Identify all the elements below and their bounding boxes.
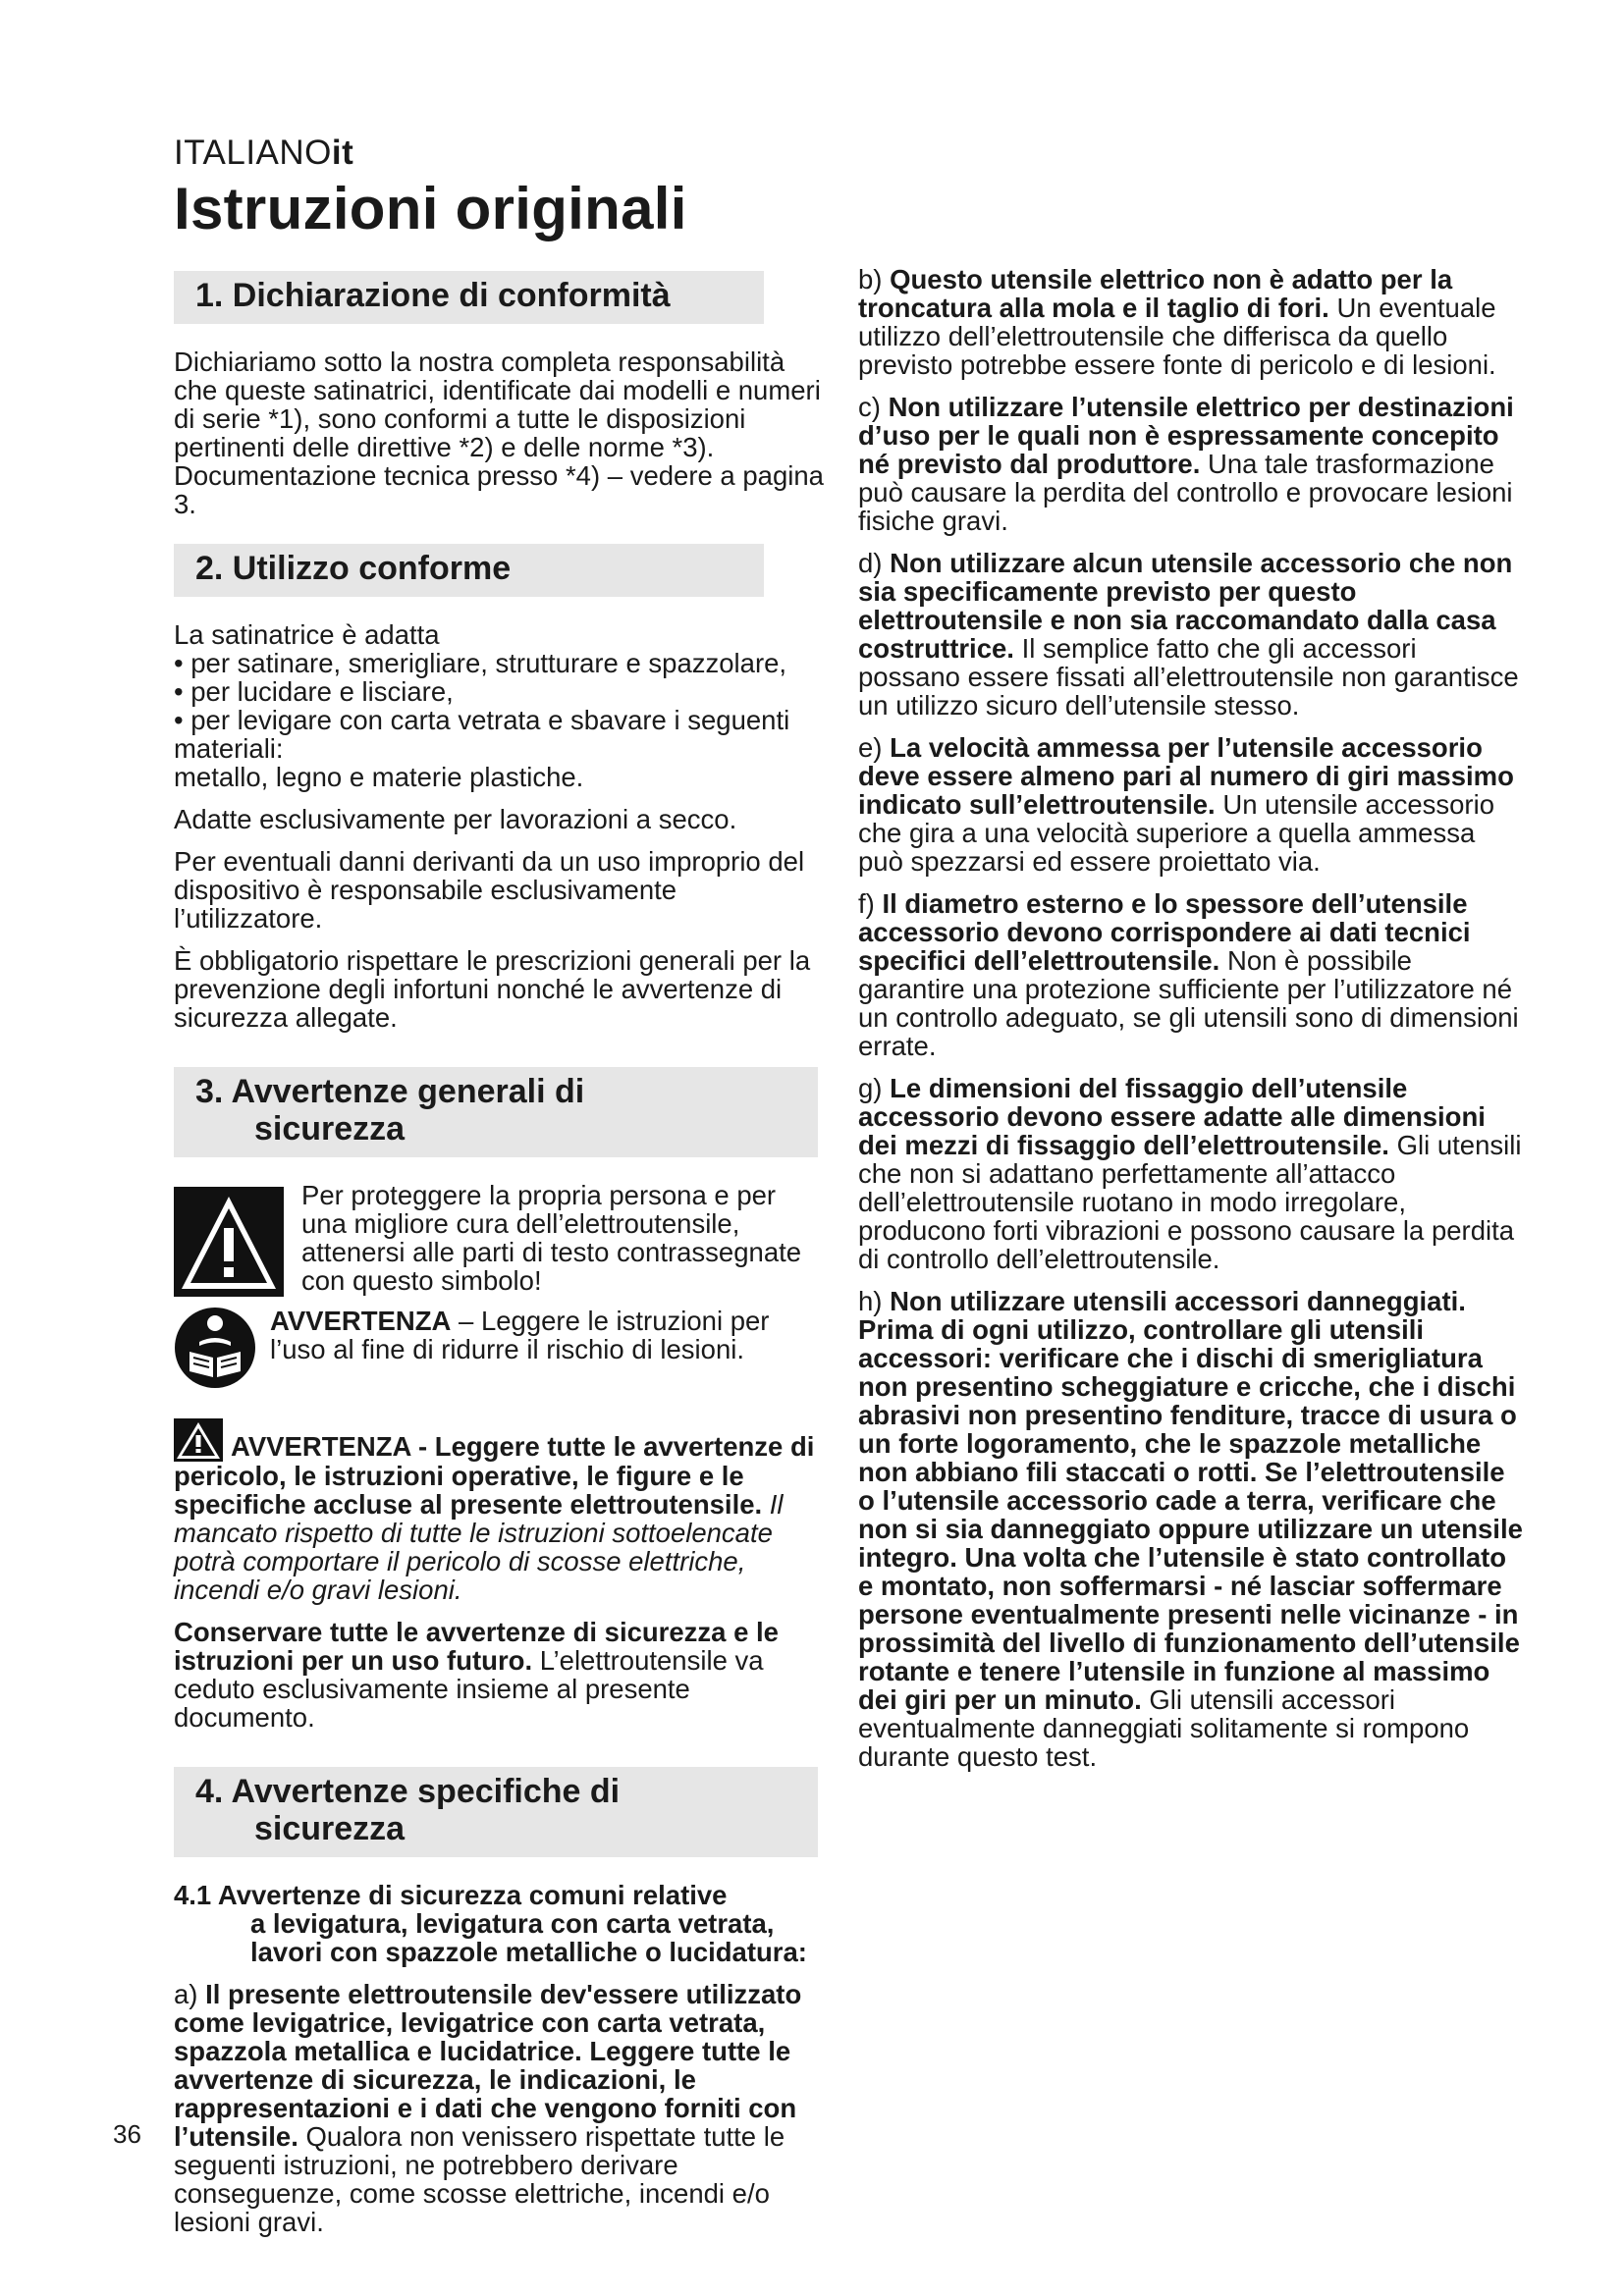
dry-use-text: Adatte esclusivamente per lavorazioni a secco. (174, 804, 737, 834)
page-number: 36 (113, 2119, 141, 2149)
symbol-note (174, 1181, 827, 1295)
instruction-e: e) La velocità ammessa per l’utensile accessorio deve essere almeno pari al numero di giri massimo indicato sull’elettroutensile. Un utensile accessorio che gira a una velocità superiore a quella ammessa può spezzarsi ed essere proiettato via. (858, 732, 1514, 877)
read-manual-note (174, 1307, 827, 1393)
symbol-note-text: Per proteggere la propria persona e per una migliore cura dell’elettroutensile, attenersi alle parti di testo contrassegnate con questo simbolo! (301, 1180, 802, 1296)
keep-instructions: Conservare tutte le avvertenze di sicurezza e le istruzioni per un uso futuro. L’elettroutensile va ceduto esclusivamente insieme al presente documento. (174, 1617, 779, 1733)
conformity-text: Dichiariamo sotto la nostra completa responsabilità che queste satinatrici, identificate dai modelli e numeri di serie *1), sono conformi a tutte le disposizioni pertinenti delle direttive *2) e delle norme *3). Documentazione tecnica presso *4) – vedere a pagina 3. (174, 347, 824, 519)
intended-use-bullet: • per levigare con carta vetrata e sbavare i seguenti materiali: (174, 705, 790, 764)
page-title: Istruzioni originali (174, 176, 687, 241)
instruction-f: f) Il diametro esterno e lo spessore dell’utensile accessorio devono corrispondere ai dati tecnici specifici dell’elettroutensile. Non è possibile garantire una protezione sufficiente per l’utilizzatore né un controllo adeguato, se gli utensili sono di dimensioni errate. (858, 888, 1519, 1061)
subsection-heading-4-1: 4.1 Avvertenze di sicurezza comuni relative a levigatura, levigatura con carta vetrata, lavori con spazzole metalliche o lucidatura: (174, 1880, 807, 1967)
section-heading-4: 4. Avvertenze specifiche di sicurezza (174, 1767, 818, 1857)
section-heading-2: 2. Utilizzo conforme (174, 544, 764, 597)
section-heading-3: 3. Avvertenze generali di sicurezza (174, 1067, 818, 1157)
intended-use-list (174, 620, 827, 791)
language-code: it (331, 133, 354, 172)
read-manual-icon (174, 1307, 256, 1394)
misuse-text: Per eventuali danni derivanti da un uso improprio del dispositivo è responsabile esclusivamente l’utilizzatore. (174, 846, 805, 934)
instruction-b: b) Questo utensile elettrico non è adatto per la troncatura alla mola e il taglio di fori. Un eventuale utilizzo dell’elettroutensile che differisca da quello previsto potrebbe essere fonte di pericolo e di lesioni. (858, 264, 1496, 380)
instruction-a: a) Il presente elettroutensile dev'essere utilizzato come levigatrice, levigatrice con carta vetrata, spazzola metallica e lucidatrice. Leggere tutte le avvertenze di sicurezza, le indicazioni, le rappresentazioni e i dati che vengono forniti con l’utensile. Qualora non venissero rispettate tutte le seguenti istruzioni, ne potrebbero derivare conseguenze, come scosse elettriche, incendi e/o lesioni gravi. (174, 1979, 802, 2237)
section-heading-1: 1. Dichiarazione di conformità (174, 271, 764, 324)
read-manual-label: AVVERTENZA (270, 1306, 452, 1336)
intended-use-bullet: • per lucidare e lisciare, (174, 676, 454, 707)
instruction-h: h) Non utilizzare utensili accessori danneggiati. Prima di ogni utilizzo, controllare gli utensili accessori: verificare che i dischi di smerigliatura non presentino scheggiature e cricche, che i dischi abrasivi non presentino fenditure, tracce di usura o un forte logoramento, che le spazzole metalliche non abbiano fili staccati o rotti. Se l’elettroutensile o l’utensile accessorio cade a terra, verificare che non si sia danneggiato oppure utilizzare un utensile integro. Una volta che l’utensile è stato controllato e montato, non soffermarsi - né lasciar soffermare persone eventualmente presenti nelle vicinanze - in prossimità del livello di funzionamento dell’utensile rotante e tenere l’utensile in funzione al massimo dei giri per un minuto. Gli utensili accessori eventualmente danneggiati solitamente si rompono durante questo test. (858, 1286, 1523, 1772)
left-column (174, 271, 827, 2250)
instruction-g: g) Le dimensioni del fissaggio dell’utensile accessorio devono essere adatte alle dimensioni dei mezzi di fissaggio dell’elettroutensile. Gli utensili che non si adattano perfettamente all’attacco dell’elettroutensile ruotano in modo irregolare, producono forti vibrazioni e possono causare la perdita di controllo dell’elettroutensile. (858, 1073, 1522, 1274)
rules-text: È obbligatorio rispettare le prescrizioni generali per la prevenzione degli infortuni nonché le avvertenze di sicurezza allegate. (174, 945, 811, 1033)
read-manual-text: – Leggere le istruzioni per l’uso al fine di ridurre il rischio di lesioni. (270, 1306, 770, 1364)
right-column (858, 265, 1526, 1785)
intended-use-bullet: • per satinare, smerigliare, strutturare e spazzolare, (174, 648, 787, 678)
intended-use-materials: metallo, legno e materie plastiche. (174, 762, 584, 792)
instruction-d: d) Non utilizzare alcun utensile accessorio che non sia specificamente previsto per questo elettroutensile e non sia raccomandato dalla casa costruttrice. Il semplice fatto che gli accessori possano essere fissati all’elettroutensile non garantisce un utilizzo sicuro dell’utensile stesso. (858, 548, 1519, 721)
language-label: ITALIANOit (174, 133, 354, 172)
warning-triangle-icon (174, 1418, 223, 1462)
warning-triangle-icon (174, 1187, 284, 1297)
general-warning: AVVERTENZA - Leggere tutte le avvertenze di pericolo, le istruzioni operative, le figure e le specifiche accluse al presente elettroutensile. Il mancato rispetto di tutte le istruzioni sottoelencate potrà comportare il pericolo di scosse elettriche, incendi e/o gravi lesioni. (174, 1418, 827, 1604)
intended-use-intro: La satinatrice è adatta (174, 619, 440, 650)
instruction-c: c) Non utilizzare l’utensile elettrico per destinazioni d’uso per le quali non è espressamente concepito né previsto dal produttore. Una tale trasformazione può causare la perdita del controllo e provocare lesioni fisiche gravi. (858, 392, 1514, 536)
